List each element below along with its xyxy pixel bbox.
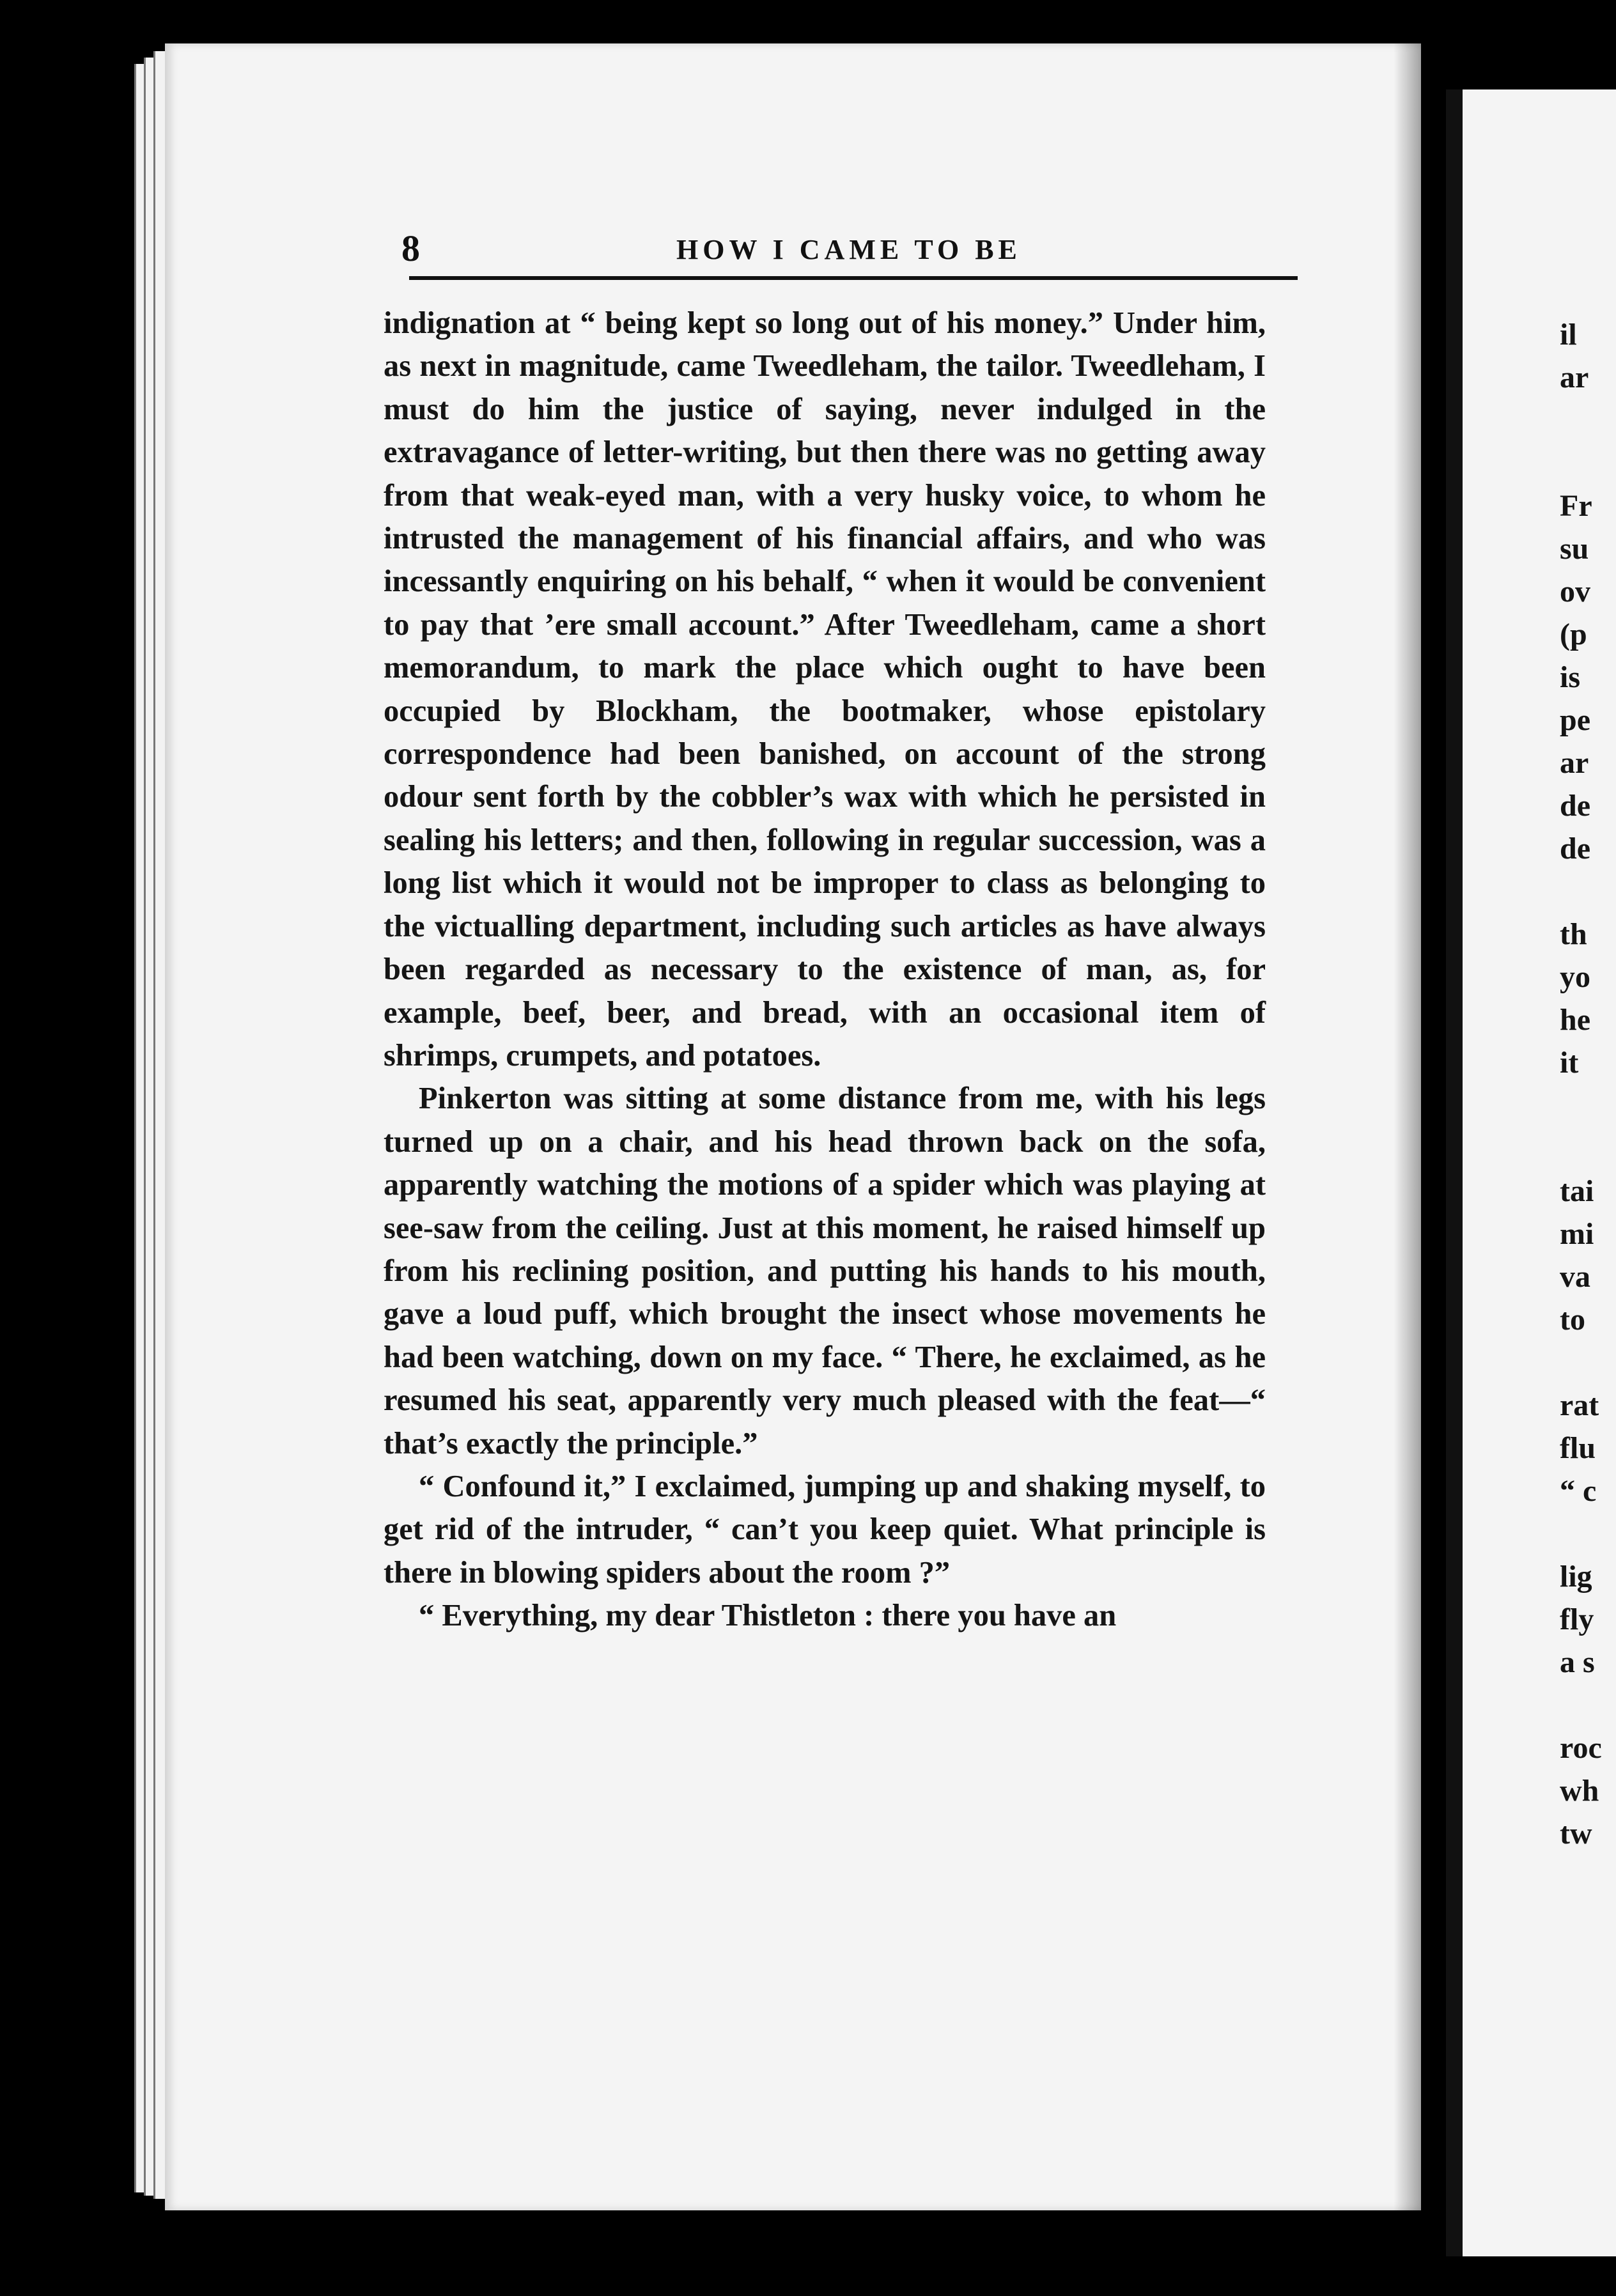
right-page-line-fragment: mi — [1560, 1217, 1594, 1251]
right-page-line-fragment: fly — [1560, 1602, 1594, 1636]
running-head-title: HOW I CAME TO BE — [676, 234, 1022, 265]
right-page-line-fragment: yo — [1560, 960, 1590, 994]
body-text — [384, 302, 1266, 1638]
right-page-line-fragment: “ c — [1560, 1474, 1597, 1508]
right-page-line-fragment: tw — [1560, 1817, 1592, 1850]
right-page-line-fragment: flu — [1560, 1431, 1596, 1465]
right-page-line-fragment — [1560, 399, 1598, 442]
right-page-line-fragment: ar — [1560, 361, 1589, 394]
header-rule — [409, 276, 1298, 280]
paragraph: indignation at “ being kept so long out of his money.” Under him, as next in magnitude, came Tweedleham, the tailor. Tweedleham, I must do him the justice of saying, never indulged in the extravagance of letter-writing, but then there was no getting away from that weak-eyed man, with a very husky voice, to whom he intrusted the management of his financial affairs, and who was incessantly enquiring on his behalf, “ when it would be convenient to pay that ’ere small account.” After Tweedleham, came a short memorandum, to mark the place which ought to have been occupied by Blockham, the bootmaker, whose epistolary correspondence had been banished, on account of the strong odour sent forth by the cobbler’s wax with which he persisted in sealing his letters; and then, following in regular succession, was a long list which it would not be improper to class as belonging to the victualling department, including such articles as have always been regarded as necessary to the existence of man, as, for example, beef, beer, and bread, with an occasional item of shrimps, crumpets, and potatoes. — [384, 306, 1266, 1073]
right-page-line-fragment: is — [1560, 660, 1581, 694]
right-page-text-fragments — [1560, 313, 1602, 1855]
right-page-line-fragment — [1560, 1341, 1598, 1384]
right-page-line-fragment: lig — [1560, 1560, 1592, 1594]
right-page-line-fragment — [1560, 1084, 1598, 1127]
paragraph: “ Everything, my dear Thistleton : there you have an — [419, 1599, 1117, 1633]
spine-shadow — [1394, 43, 1422, 2210]
right-page-line-fragment — [1560, 1512, 1598, 1555]
right-page-line-fragment: he — [1560, 1003, 1590, 1037]
right-page-line-fragment: ar — [1560, 746, 1589, 780]
right-page-line-fragment: tai — [1560, 1174, 1594, 1208]
right-page-line-fragment: su — [1560, 532, 1589, 566]
right-page-line-fragment — [1560, 442, 1598, 485]
page-number: 8 — [401, 228, 420, 269]
right-page-line-fragment: pe — [1560, 703, 1590, 737]
right-page-line-fragment: rat — [1560, 1388, 1599, 1422]
right-page-line-fragment: roc — [1560, 1731, 1602, 1765]
right-page-line-fragment: va — [1560, 1260, 1590, 1294]
right-page-line-fragment: it — [1560, 1046, 1579, 1080]
right-page-line-fragment: wh — [1560, 1774, 1599, 1808]
right-page-line-fragment: a s — [1560, 1645, 1595, 1679]
right-page-line-fragment: (p — [1560, 617, 1587, 651]
paragraph: Pinkerton was sitting at some distance from me, with his legs turned up on a chair, and his head thrown back on the sofa, apparently watching the motions of a spider which was playing at see-saw from the ceiling. Just at this moment, he raised himself up from his reclining position, and putting his hands to his mouth, gave a loud puff, which brought the insect whose movements he had been watching, down on my face. “ There, he exclaimed, as he resumed his seat, apparently very much pleased with the feat—“ that’s exactly the principle.” — [384, 1082, 1266, 1461]
right-page-line-fragment: de — [1560, 789, 1590, 823]
right-page-line-fragment — [1560, 1684, 1598, 1726]
right-page-line-fragment: th — [1560, 917, 1587, 951]
right-page-line-fragment: il — [1560, 318, 1577, 352]
right-page-line-fragment: Fr — [1560, 489, 1592, 523]
right-page-line-fragment — [1560, 870, 1598, 913]
right-page-line-fragment: to — [1560, 1303, 1585, 1337]
right-page-line-fragment: de — [1560, 832, 1590, 865]
right-page-line-fragment: ov — [1560, 575, 1590, 609]
right-page-line-fragment — [1560, 1127, 1598, 1170]
paragraph: “ Confound it,” I exclaimed, jumping up and shaking myself, to get rid of the intruder, “ can’t you keep quiet. What principle is there in blowing spiders about the room ?” — [384, 1469, 1266, 1590]
